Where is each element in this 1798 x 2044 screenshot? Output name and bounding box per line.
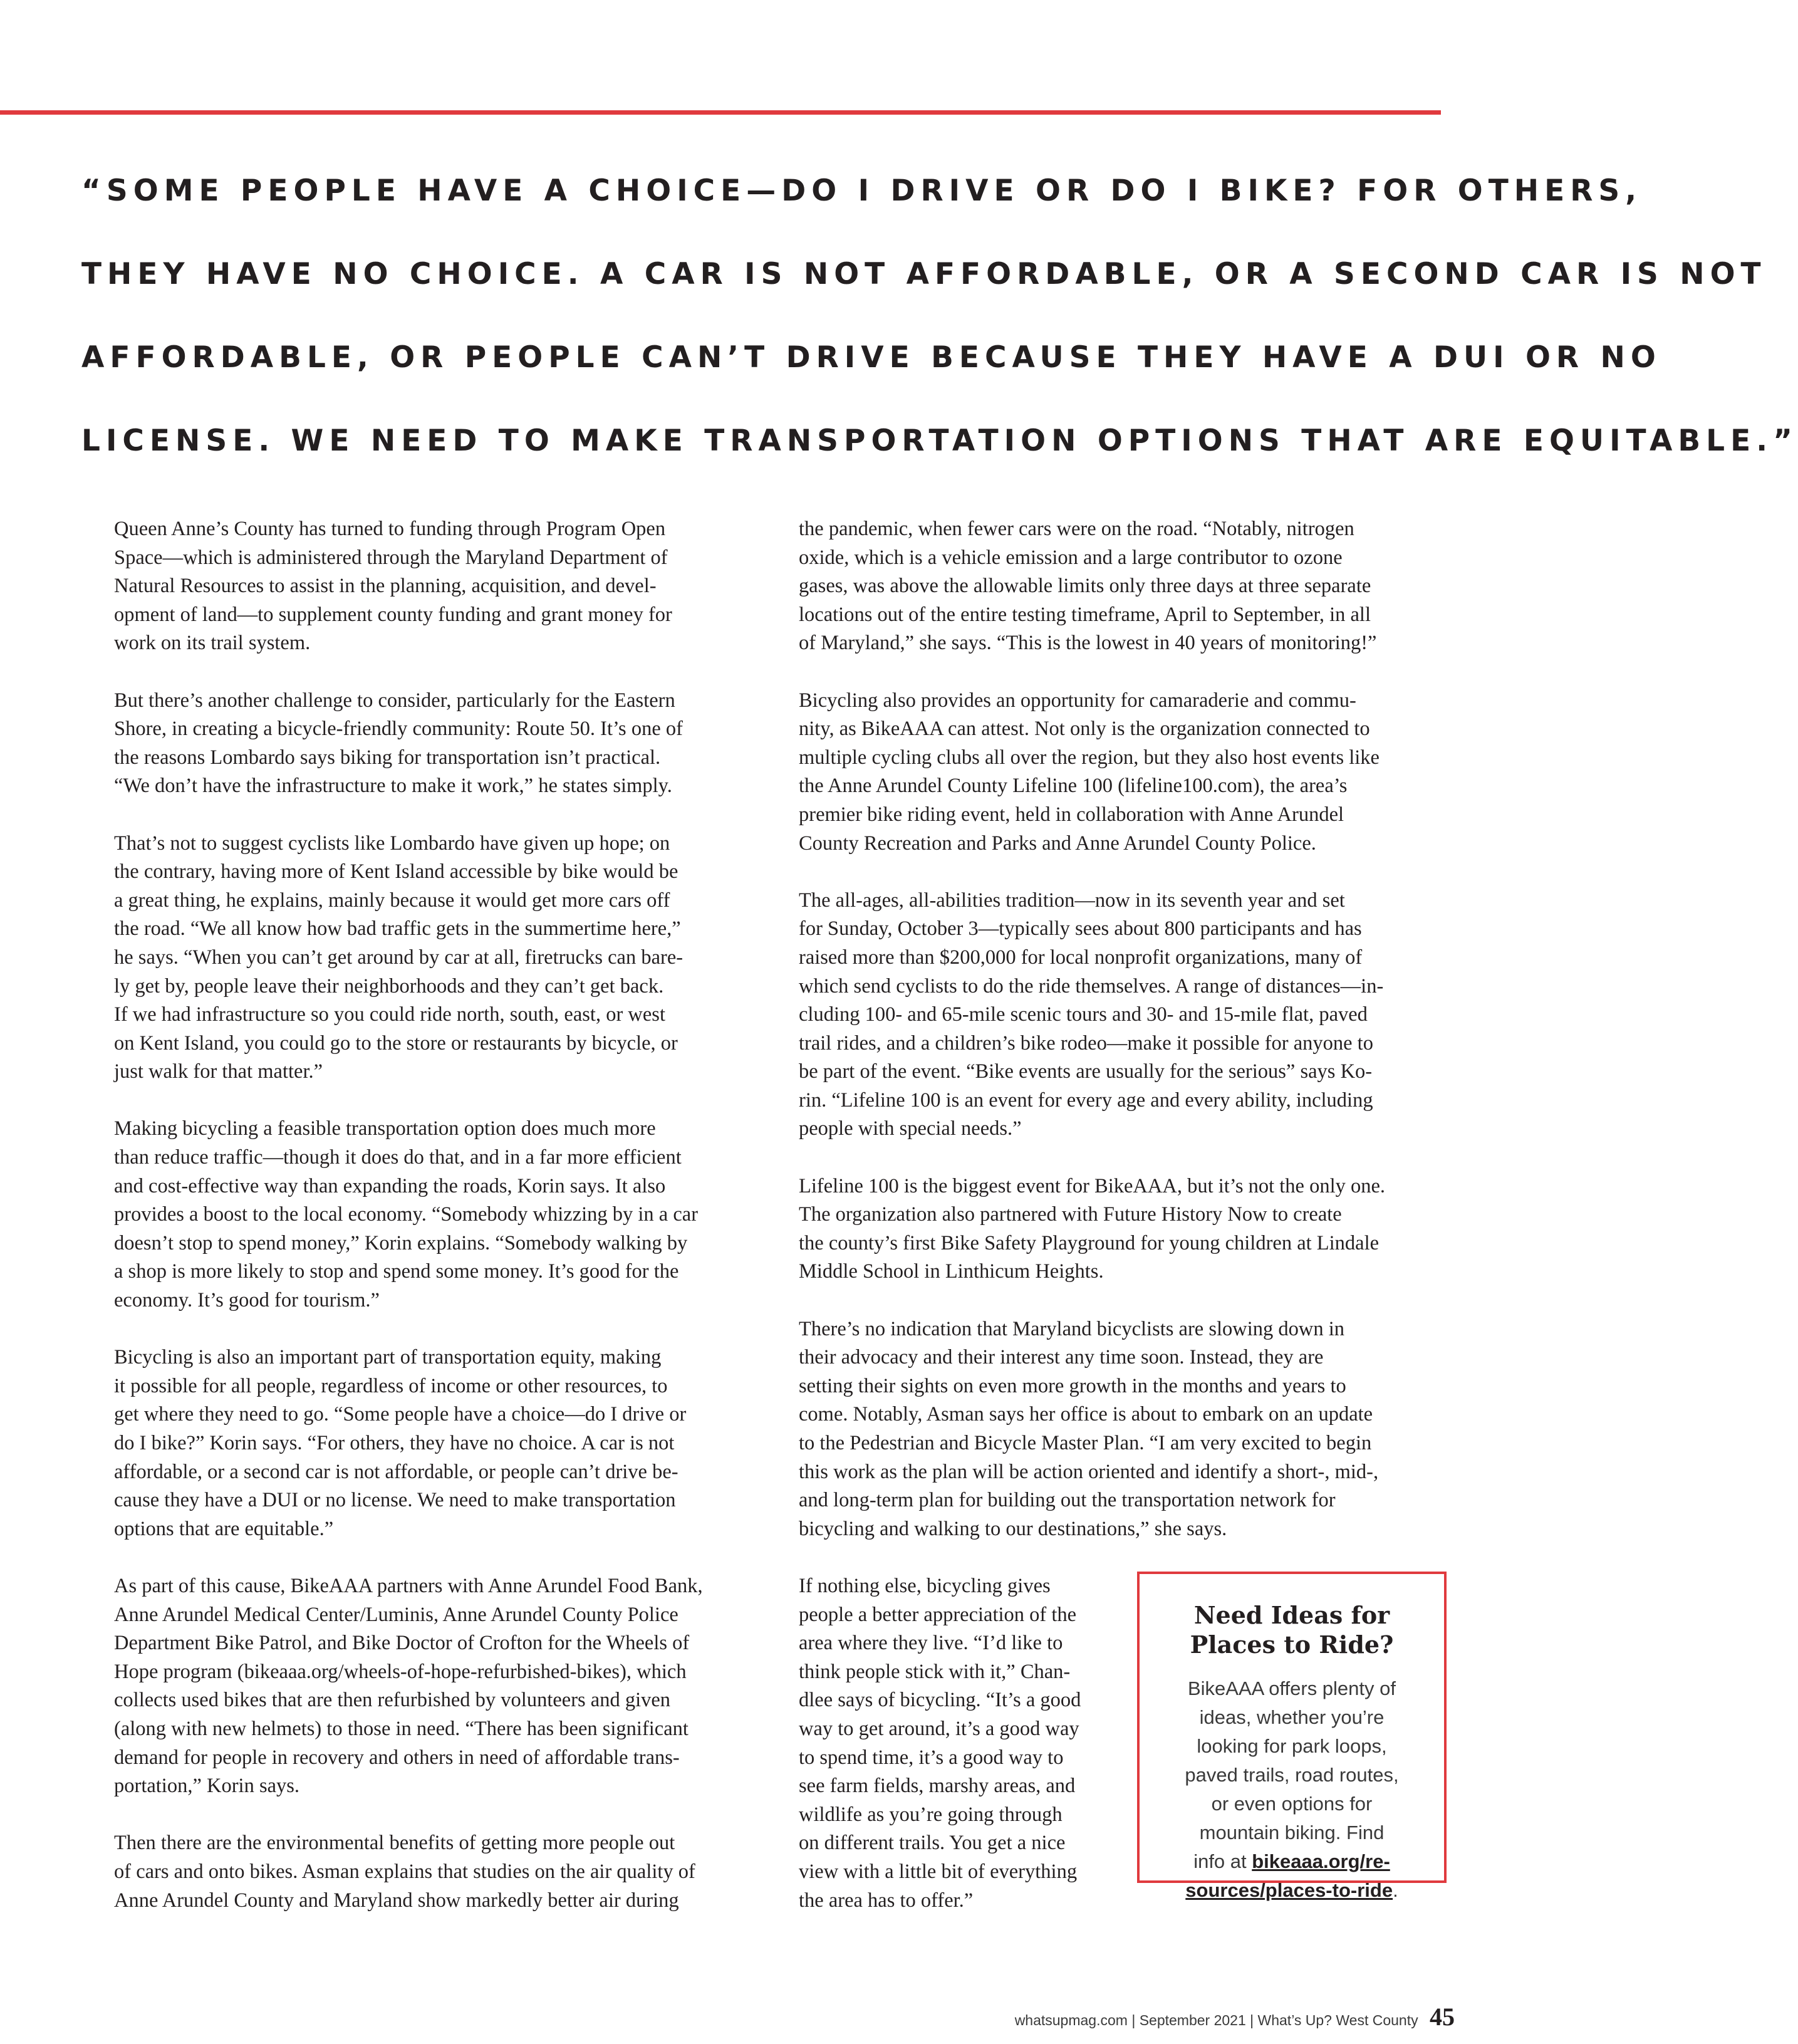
text-line: collects used bikes that are then refurbished by volunteers and given [114,1689,671,1712]
pull-quote [81,149,1798,482]
paragraph-gap [114,1087,762,1115]
text-line: the Anne Arundel County Lifeline 100 (lifeline100.com), the area’s [799,774,1348,798]
text-line: which send cyclists to do the ride themselves. A range of distances—in- [799,974,1384,998]
text-line: just walk for that matter.” [114,1060,323,1083]
text-line: Then there are the environmental benefits of getting more people out [114,1832,675,1855]
text-line: a shop is more likely to stop and spend some money. It’s good for the [114,1260,679,1283]
text-line: cluding 100- and 65-mile scenic tours and 30- and 15-mile flat, paved [799,1003,1368,1026]
text-line: If nothing else, bicycling gives [799,1574,1051,1597]
text-line: dlee says of bicycling. “It’s a good [799,1689,1081,1712]
text-line: locations out of the entire testing timeframe, April to September, in all [799,603,1371,626]
text-line: to the Pedestrian and Bicycle Master Plan. “I am very excited to begin [799,1432,1372,1454]
text-line: to spend time, it’s a good way to [799,1746,1064,1769]
sidebar-body-line: looking for park loops, [1197,1735,1387,1757]
text-line: it possible for all people, regardless of income or other resources, to [114,1374,668,1397]
text-line: gases, was above the allowable limits only three days at three separate [799,575,1371,598]
sidebar-title [1140,1600,1444,1659]
text-line: economy. It’s good for tourism.” [114,1289,380,1312]
page-footer [1015,2002,1455,2031]
paragraph [799,887,1447,1144]
text-line: As part of this cause, BikeAAA partners with Anne Arundel Food Bank, [114,1574,703,1597]
text-line: Hope program (bikeaaa.org/wheels-of-hope-refurbished-bikes), which [114,1660,687,1683]
paragraph [114,1829,762,1915]
text-line: But there’s another challenge to consider, particularly for the Eastern [114,689,675,712]
text-line: people with special needs.” [799,1117,1022,1140]
paragraph [799,687,1447,858]
paragraph [799,1172,1447,1286]
text-line: area where they live. “I’d like to [799,1632,1063,1655]
paragraph-gap [114,1801,762,1830]
sidebar-title-line: Need Ideas for [1193,1601,1390,1629]
paragraph [114,687,762,801]
top-red-rule [0,110,1441,115]
text-line: of Maryland,” she says. “This is the lowest in 40 years of monitoring!” [799,632,1377,655]
text-line: Making bicycling a feasible transportation option does much more [114,1117,656,1140]
text-line: oxide, which is a vehicle emission and a large contributor to ozone [799,546,1343,569]
text-line: than reduce traffic—though it does do that, and in a far more efficient [114,1146,682,1169]
paragraph [114,1572,762,1801]
text-line: Bicycling also provides an opportunity for camaraderie and commu- [799,689,1356,712]
text-line: Middle School in Linthicum Heights. [799,1260,1104,1283]
text-line: and long-term plan for building out the transportation network for [799,1489,1336,1512]
text-line: this work as the plan will be action oriented and identify a short-, mid-, [799,1460,1379,1483]
sidebar-link-line [1140,1876,1444,1905]
sidebar-link-suffix: . [1393,1879,1398,1901]
pull-quote-line: THEY HAVE NO CHOICE. A CAR IS NOT AFFORDABLE, OR A SECOND CAR IS NOT [81,257,1767,291]
text-line: the county’s first Bike Safety Playground for young children at Lindale [799,1231,1380,1254]
text-line: The all-ages, all-abilities tradition—now in its seventh year and set [799,889,1345,912]
text-line: get where they need to go. “Some people have a choice—do I drive or [114,1403,687,1426]
text-line: If we had infrastructure so you could ride north, south, east, or west [114,1003,665,1026]
text-line: be part of the event. “Bike events are usually for the serious” says Ko- [799,1060,1373,1083]
text-line: nity, as BikeAAA can attest. Not only is the organization connected to [799,717,1370,741]
text-line: The organization also partnered with Future History Now to create [799,1203,1342,1226]
sidebar-link-line [1140,1847,1444,1876]
paragraph [114,1343,762,1543]
text-line: rin. “Lifeline 100 is an event for every age and every ability, including [799,1088,1373,1112]
text-line: affordable, or a second car is not affordable, or people can’t drive be- [114,1460,678,1483]
text-line: bicycling and walking to our destinations,” she says. [799,1517,1227,1540]
text-line: on Kent Island, you could go to the store or restaurants by bicycle, or [114,1031,678,1055]
sidebar-body-line: ideas, whether you’re [1199,1706,1385,1728]
text-line: way to get around, it’s a good way [799,1717,1079,1740]
paragraph-gap [799,1144,1447,1172]
text-line: trail rides, and a children’s bike rodeo—make it possible for anyone to [799,1031,1373,1055]
text-line: Bicycling is also an important part of transportation equity, making [114,1346,662,1369]
text-line: the pandemic, when fewer cars were on the road. “Notably, nitrogen [799,518,1354,540]
text-line: options that are equitable.” [114,1517,334,1540]
text-line: opment of land—to supplement county funding and grant money for [114,603,672,626]
paragraph [114,830,762,1087]
text-line: wildlife as you’re going through [799,1803,1063,1826]
sidebar-title-line: Places to Ride? [1190,1630,1394,1659]
text-line: the area has to offer.” [799,1889,974,1912]
text-line: work on its trail system. [114,632,311,655]
text-line: the reasons Lombardo says biking for transportation isn’t practical. [114,746,661,769]
pull-quote-line: “SOME PEOPLE HAVE A CHOICE—DO I DRIVE OR DO I BIKE? FOR OTHERS, [81,174,1643,208]
text-line: a great thing, he explains, mainly because it would get more cars off [114,889,670,912]
paragraph-gap [799,1286,1447,1315]
text-line: (along with new helmets) to those in need. “There has been significant [114,1717,689,1740]
text-line: Natural Resources to assist in the planning, acquisition, and devel- [114,575,657,598]
sidebar-body-line: mountain biking. Find [1199,1822,1385,1843]
paragraph [114,1115,762,1315]
text-line: Lifeline 100 is the biggest event for BikeAAA, but it’s not the only one. [799,1174,1386,1197]
text-line: setting their sights on even more growth in the months and years to [799,1374,1346,1397]
places-to-ride-link[interactable]: bikeaaa.org/re- [1252,1850,1390,1872]
text-line: think people stick with it,” Chan- [799,1660,1071,1683]
text-line: There’s no indication that Maryland bicyclists are slowing down in [799,1317,1344,1340]
text-line: multiple cycling clubs all over the region, but they also host events like [799,746,1380,769]
sidebar-body-line: paved trails, road routes, [1185,1764,1399,1786]
pull-quote-line: AFFORDABLE, OR PEOPLE CAN’T DRIVE BECAUSE THEY HAVE A DUI OR NO [81,340,1661,375]
paragraph-gap [114,1315,762,1344]
text-line: for Sunday, October 3—typically sees about 800 participants and has [799,917,1362,941]
sidebar-info-prefix: info at [1193,1850,1252,1872]
sidebar-body [1140,1674,1444,1905]
text-line: do I bike?” Korin says. “For others, they have no choice. A car is not [114,1432,675,1454]
text-line: doesn’t stop to spend money,” Korin explains. “Somebody walking by [114,1231,688,1254]
text-line: premier bike riding event, held in collaboration with Anne Arundel [799,803,1344,826]
text-line: people a better appreciation of the [799,1603,1077,1626]
text-line: ly get by, people leave their neighborhoods and they can’t get back. [114,974,664,998]
paragraph-gap [799,858,1447,887]
paragraph-gap [114,1543,762,1572]
text-line: portation,” Korin says. [114,1775,300,1798]
paragraph-gap [114,658,762,687]
sidebar-body-line: or even options for [1211,1793,1373,1815]
pull-quote-line: LICENSE. WE NEED TO MAKE TRANSPORTATION OPTIONS THAT ARE EQUITABLE.” [81,424,1798,458]
text-line: the contrary, having more of Kent Island accessible by bike would be [114,860,678,884]
text-line: of cars and onto bikes. Asman explains that studies on the air quality of [114,1860,695,1883]
paragraph [114,515,762,658]
text-line: their advocacy and their interest any time soon. Instead, they are [799,1346,1324,1369]
places-to-ride-link-continued[interactable]: sources/places-to-ride [1185,1879,1393,1901]
text-line: demand for people in recovery and others in need of affordable trans- [114,1746,680,1769]
page-number: 45 [1430,2003,1455,2031]
text-line: cause they have a DUI or no license. We need to make transportation [114,1489,676,1512]
sidebar-body-line: BikeAAA offers plenty of [1187,1677,1396,1699]
paragraph-gap [799,1543,1447,1572]
text-line: the road. “We all know how bad traffic gets in the summertime here,” [114,917,681,941]
text-line: Department Bike Patrol, and Bike Doctor of Crofton for the Wheels of [114,1632,690,1655]
paragraph [799,515,1447,658]
text-line: see farm fields, marshy areas, and [799,1775,1076,1798]
places-to-ride-sidebar [1137,1572,1447,1901]
text-line: view with a little bit of everything [799,1860,1078,1883]
text-line: come. Notably, Asman says her office is about to embark on an update [799,1403,1373,1426]
text-line: Anne Arundel County and Maryland show markedly better air during [114,1889,679,1912]
text-line: Shore, in creating a bicycle-friendly community: Route 50. It’s one of [114,717,683,741]
paragraph-gap [114,801,762,830]
left-text-column [114,515,762,1915]
footer-text: whatsupmag.com | September 2021 | What’s Up? West County [1014,2012,1418,2028]
text-line: and cost-effective way than expanding the roads, Korin says. It also [114,1174,666,1197]
text-line: he says. “When you can’t get around by car at all, firetrucks can bare- [114,946,683,969]
text-line: on different trails. You get a nice [799,1832,1066,1855]
text-line: Space—which is administered through the Maryland Department of [114,546,668,569]
paragraph [799,1315,1447,1544]
text-line: raised more than $200,000 for local nonprofit organizations, many of [799,946,1363,969]
text-line: provides a boost to the local economy. “Somebody whizzing by in a car [114,1203,699,1226]
text-line: Anne Arundel Medical Center/Luminis, Anne Arundel County Police [114,1603,678,1626]
paragraph-gap [799,658,1447,687]
text-line: “We don’t have the infrastructure to make it work,” he states simply. [114,774,672,798]
text-line: County Recreation and Parks and Anne Arundel County Police. [799,832,1316,855]
text-line: That’s not to suggest cyclists like Lombardo have given up hope; on [114,832,670,855]
text-line: Queen Anne’s County has turned to funding through Program Open [114,518,666,540]
